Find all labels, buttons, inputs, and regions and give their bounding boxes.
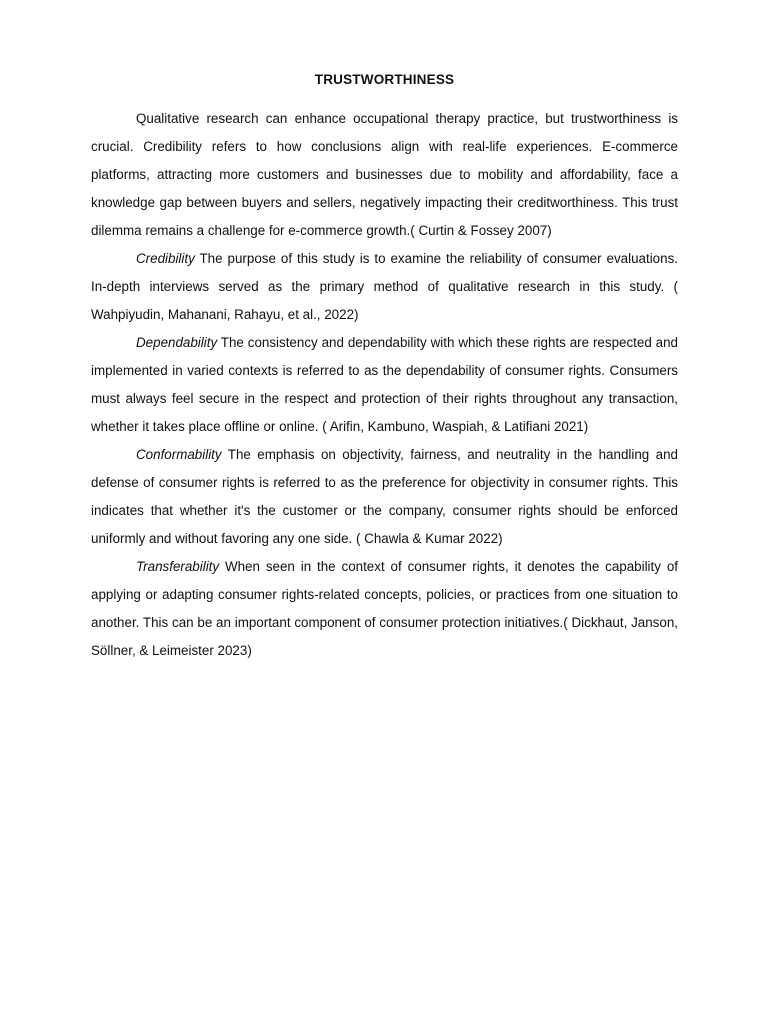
paragraph-conformability xyxy=(91,441,678,553)
paragraph-credibility-text: The purpose of this study is to examine the reliability of consumer evaluations. In-depth interviews served as the primary method of qualitative research in this study. ( Wahpiyudin, Mahanani, Rahayu, et al., 2022) xyxy=(91,251,678,322)
paragraph-dependability-text: The consistency and dependability with which these rights are respected and implemented in varied contexts is referred to as the dependability of consumer rights. Consumers must always feel secure in the respect and protection of their rights throughout any transaction, whether it takes place offline or online. ( Arifin, Kambuno, Waspiah, & Latifiani 2021) xyxy=(91,335,678,434)
paragraph-dependability xyxy=(91,329,678,441)
document-title: TRUSTWORTHINESS xyxy=(314,72,455,87)
paragraph-conformability-heading: Conformability xyxy=(136,447,222,462)
paragraph-intro xyxy=(91,105,678,245)
paragraph-transferability-heading: Transferability xyxy=(136,559,220,574)
paragraph-intro-text: Qualitative research can enhance occupational therapy practice, but trustworthiness is crucial. Credibility refers to how conclusions align with real-life experiences. E-commerce platforms, attracting more customers and businesses due to mobility and affordability, face a knowledge gap between buyers and sellers, negatively impacting their creditworthiness. This trust dilemma remains a challenge for e-commerce growth.( Curtin & Fossey 2007) xyxy=(91,111,678,238)
paragraph-credibility xyxy=(91,245,678,329)
paragraph-transferability-text: When seen in the context of consumer rights, it denotes the capability of applying or adapting consumer rights-related concepts, policies, or practices from one situation to another. This can be an important component of consumer protection initiatives.( Dickhaut, Janson, Söllner, & Leimeister 2023) xyxy=(91,559,678,658)
paragraph-transferability xyxy=(91,553,678,665)
paragraph-conformability-text: The emphasis on objectivity, fairness, and neutrality in the handling and defense of consumer rights is referred to as the preference for objectivity in consumer rights. This indicates that whether it's the customer or the company, consumer rights should be enforced uniformly and without favoring any one side. ( Chawla & Kumar 2022) xyxy=(91,447,678,546)
paragraph-dependability-heading: Dependability xyxy=(136,335,218,350)
paragraph-credibility-heading: Credibility xyxy=(136,251,195,266)
